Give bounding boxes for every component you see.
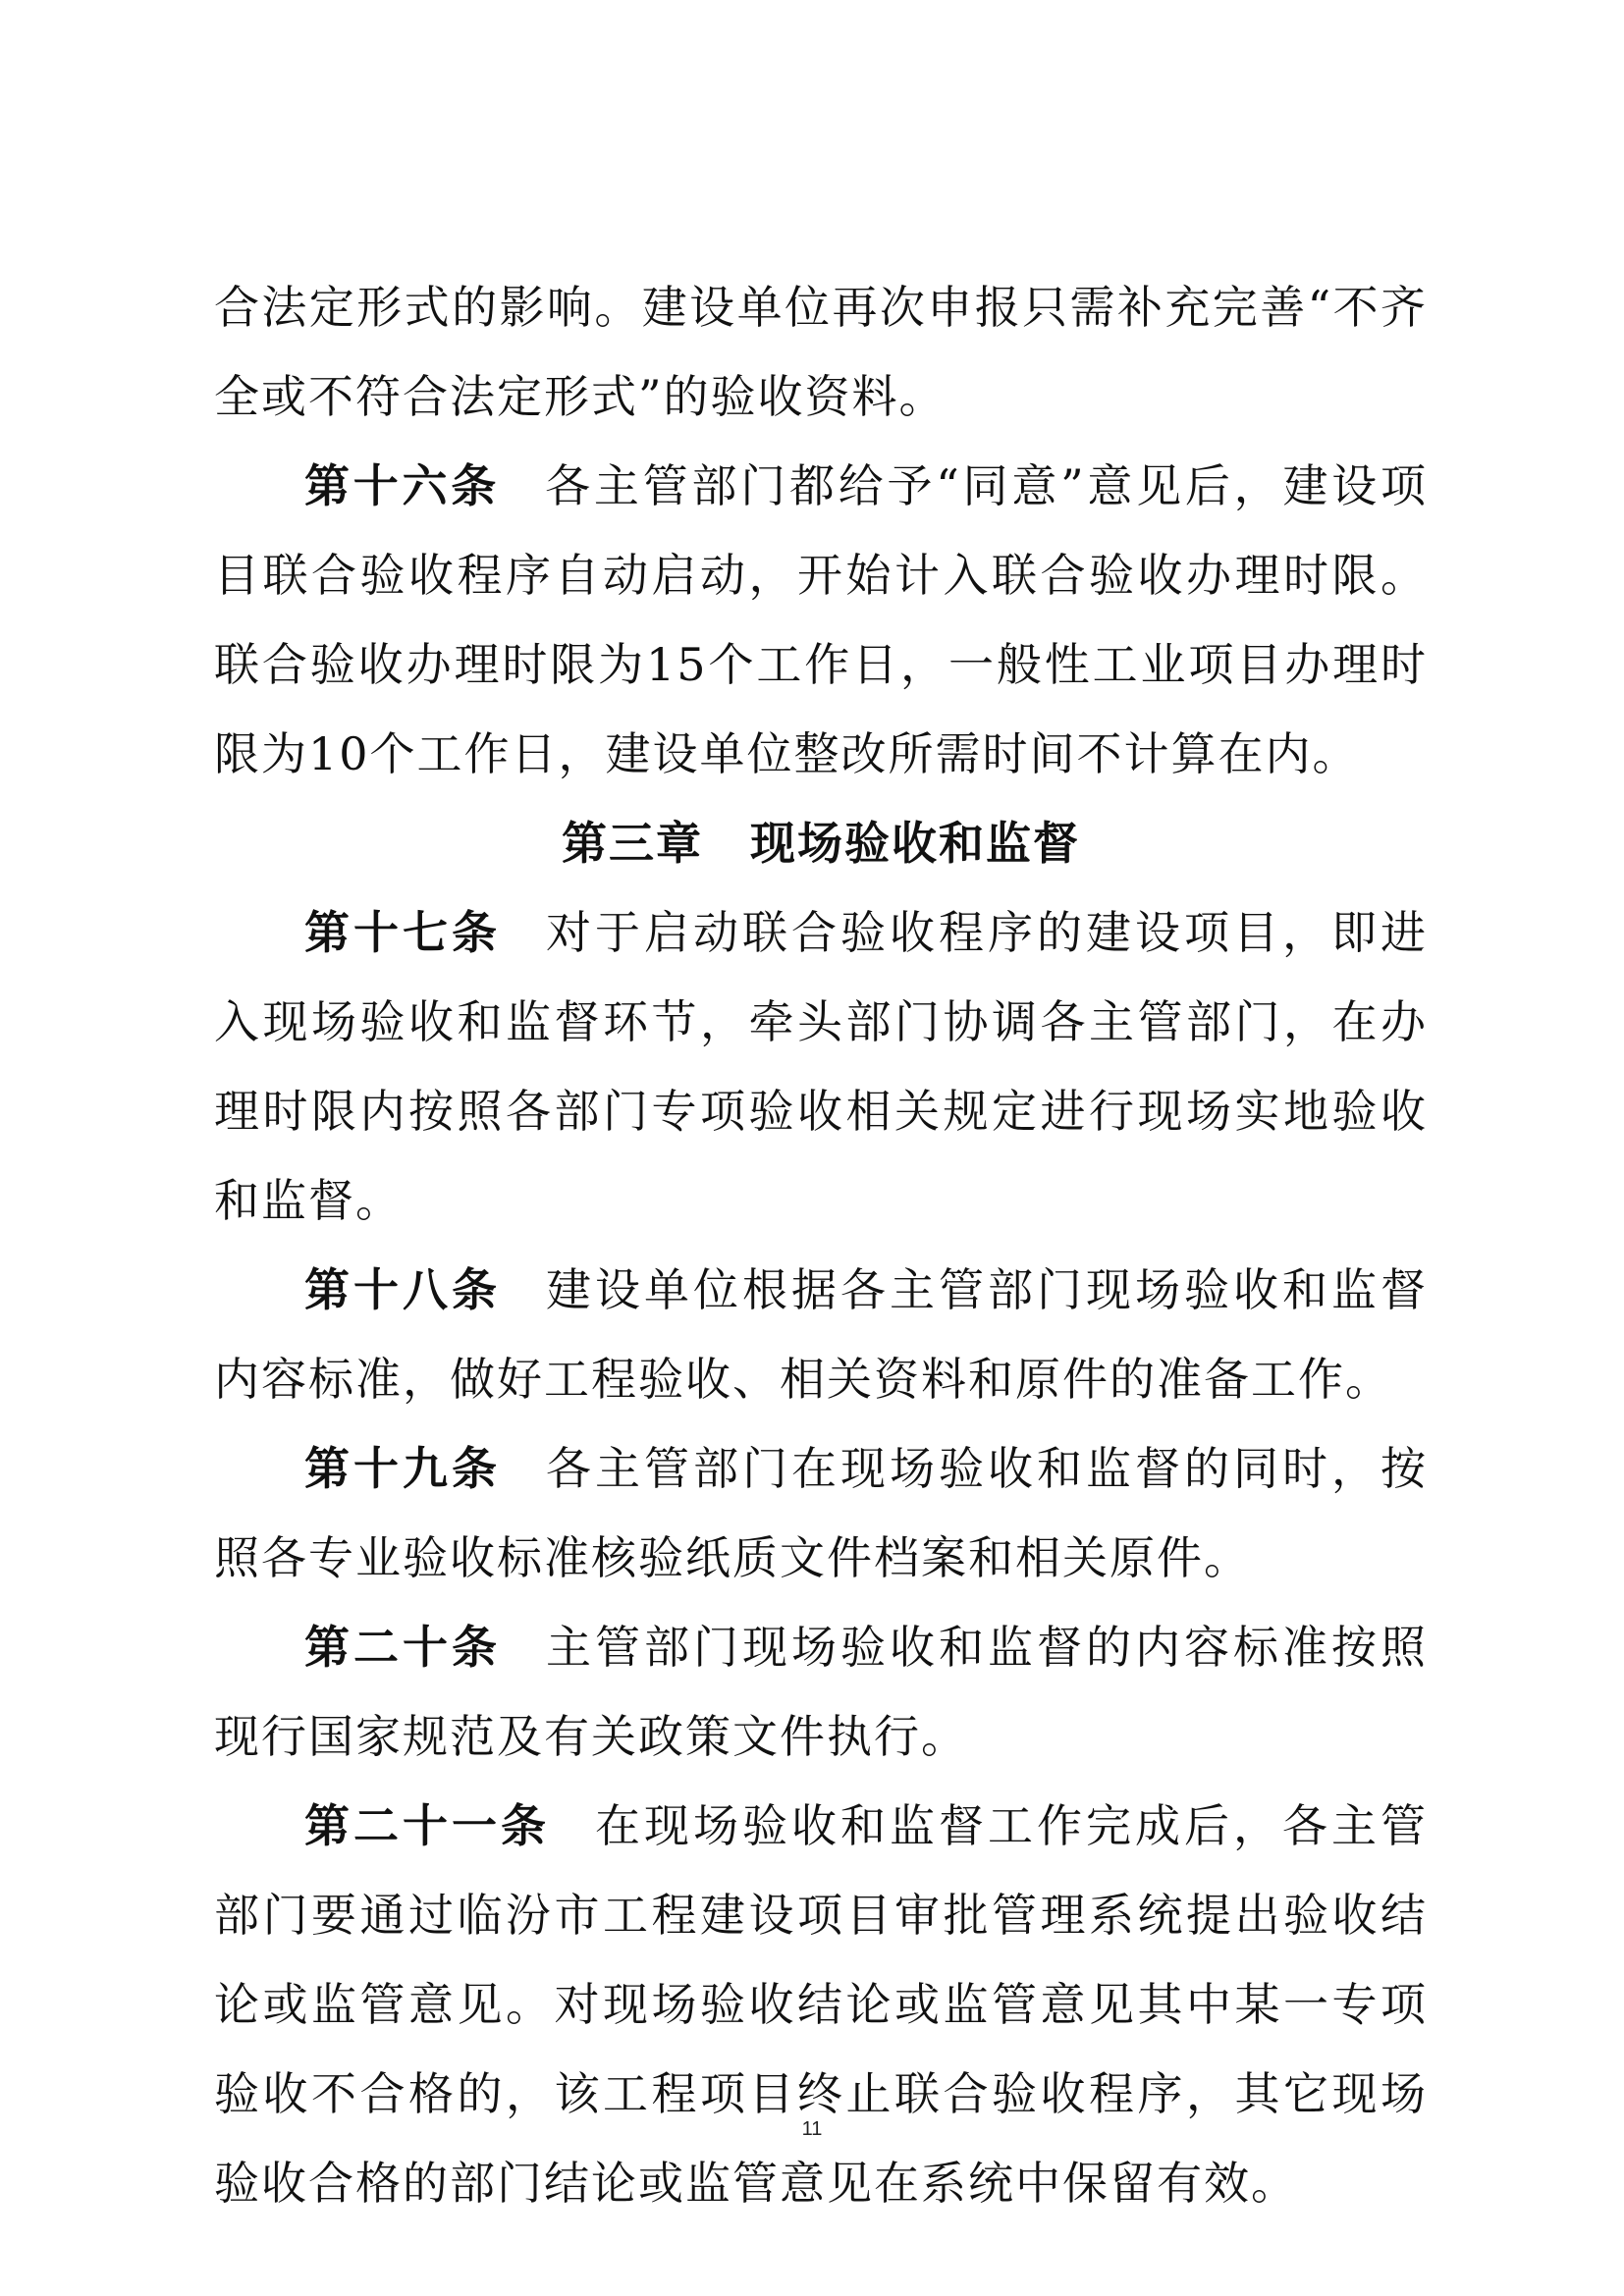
article-20 xyxy=(214,1603,1428,1782)
article-text: 各主管部门都给予“同意”意见后，建设项目联合验收程序自动启动，开始计入联合验收办理时限。联合验收办理时限为15个工作日，一般性工业项目办理时限为10个工作日，建设单位整改所需时间不计算在内。 xyxy=(214,459,1428,780)
article-text: 在现场验收和监督工作完成后，各主管部门要通过临汾市工程建设项目审批管理系统提出验收结论或监管意见。对现场验收结论或监管意见其中某一专项验收不合格的，该工程项目终止联合验收程序，其它现场验收合格的部门结论或监管意见在系统中保留有效。 xyxy=(214,1799,1428,2210)
chapter-heading: 第三章 现场验收和监督 xyxy=(562,817,1080,870)
article-number: 第二十一条 xyxy=(304,1799,550,1852)
article-16 xyxy=(214,442,1428,799)
article-number: 第十六条 xyxy=(304,459,501,512)
article-text: 各主管部门在现场验收和监督的同时，按照各专业验收标准核验纸质文件档案和相关原件。 xyxy=(214,1442,1428,1584)
article-21 xyxy=(214,1782,1428,2228)
article-text: 建设单位根据各主管部门现场验收和监督内容标准，做好工程验收、相关资料和原件的准备工作。 xyxy=(214,1263,1428,1406)
article-number: 第二十条 xyxy=(304,1621,501,1674)
article-number: 第十七条 xyxy=(304,906,501,959)
page-number: 11 xyxy=(801,2118,823,2140)
paragraph-text: 合法定形式的影响。建设单位再次申报只需补充完善“不齐全或不符合法定形式”的验收资料。 xyxy=(214,281,1428,423)
article-17 xyxy=(214,888,1428,1246)
paragraph-continuation xyxy=(214,263,1428,442)
article-text: 主管部门现场验收和监督的内容标准按照现行国家规范及有关政策文件执行。 xyxy=(214,1621,1428,1763)
article-19 xyxy=(214,1424,1428,1603)
article-text: 对于启动联合验收程序的建设项目，即进入现场验收和监督环节，牵头部门协调各主管部门，在办理时限内按照各部门专项验收相关规定进行现场实地验收和监督。 xyxy=(214,906,1428,1227)
body-text xyxy=(214,263,1428,2228)
article-number: 第十八条 xyxy=(304,1263,501,1316)
article-number: 第十九条 xyxy=(304,1442,501,1495)
article-18 xyxy=(214,1246,1428,1424)
